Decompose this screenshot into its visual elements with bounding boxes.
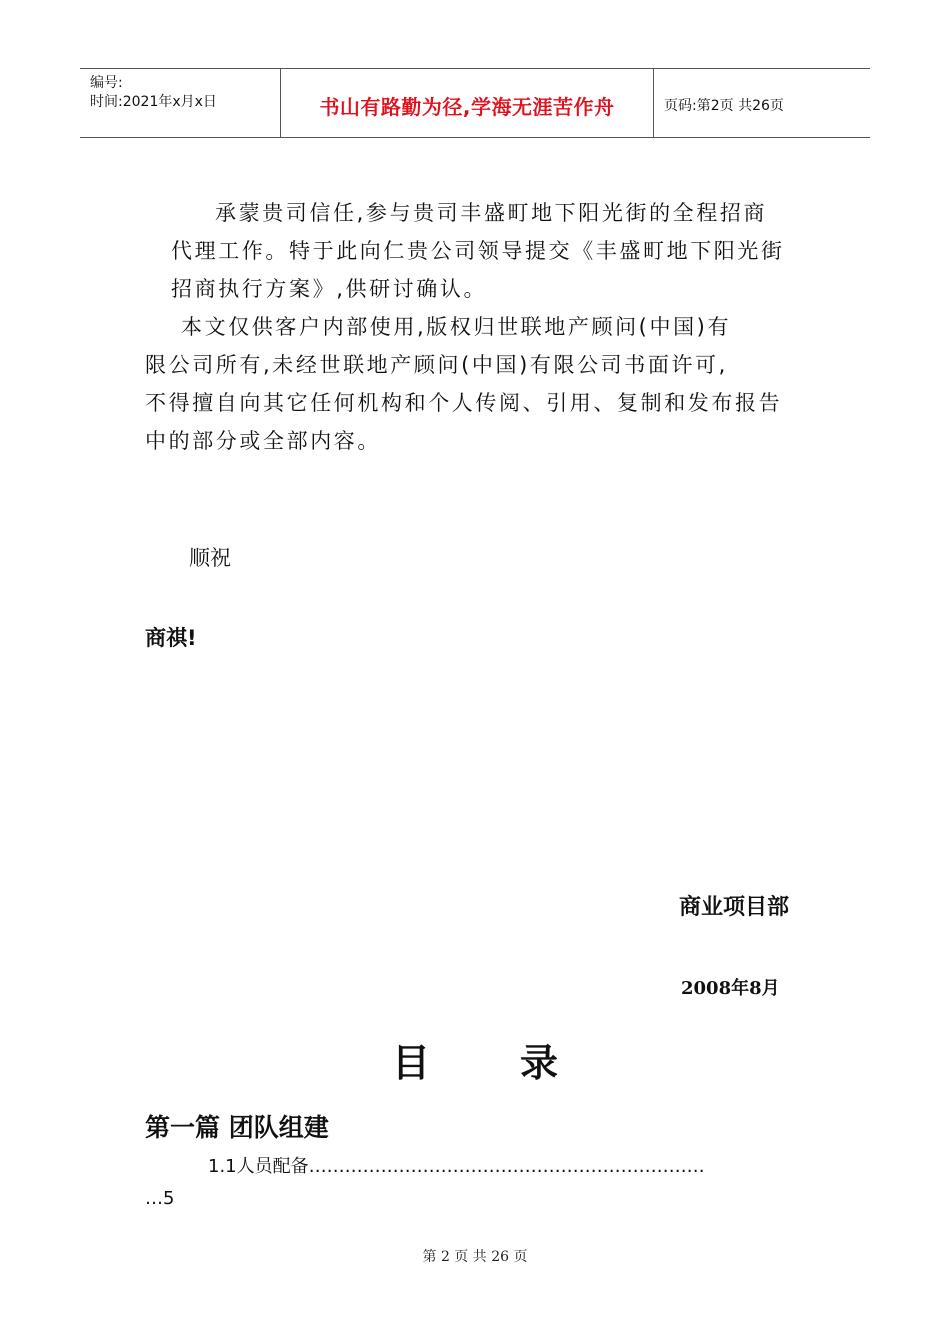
toc-entry-page: …5 — [145, 1188, 175, 1209]
header-page-cell — [654, 69, 870, 137]
header-page-info: 页码:第2页 共26页 — [664, 98, 784, 114]
toc-part-heading: 第一篇 团队组建 — [145, 1113, 329, 1142]
intro-line: 招商执行方案》,供研讨确认。 — [171, 277, 488, 301]
header-meta-cell — [80, 69, 281, 137]
intro-line: 承蒙贵司信任,参与贵司丰盛町地下阳光街的全程招商 — [215, 201, 768, 225]
signature-date: 2008年8月 — [681, 978, 780, 999]
document-time-label: 时间:2021年x月x日 — [90, 94, 217, 110]
copyright-paragraph — [145, 308, 805, 460]
closing-wish: 商祺! — [145, 626, 197, 650]
header-motto: 书山有路勤为径,学海无涯苦作舟 — [319, 95, 615, 119]
page-header — [80, 68, 870, 138]
copyright-line: 限公司所有,未经世联地产顾问(中国)有限公司书面许可, — [145, 353, 728, 377]
toc-title — [0, 1032, 950, 1087]
closing-greeting: 顺祝 — [189, 546, 231, 570]
copyright-line: 不得擅自向其它任何机构和个人传阅、引用、复制和发布报告 — [145, 391, 783, 415]
header-motto-cell — [281, 69, 654, 137]
intro-paragraph — [171, 194, 821, 308]
document-number-label: 编号: — [90, 75, 123, 91]
copyright-line: 中的部分或全部内容。 — [145, 429, 381, 453]
signature-department: 商业项目部 — [679, 895, 790, 920]
toc-title-left: 目 — [391, 1041, 430, 1085]
intro-line: 代理工作。特于此向仁贵公司领导提交《丰盛町地下阳光街 — [171, 239, 785, 263]
page-footer: 第 2 页 共 26 页 — [422, 1249, 528, 1265]
copyright-line: 本文仅供客户内部使用,版权归世联地产顾问(中国)有 — [181, 315, 732, 339]
toc-title-right: 录 — [520, 1041, 559, 1085]
toc-entry[interactable]: 1.1人员配备………………………………………………………… — [208, 1156, 705, 1177]
